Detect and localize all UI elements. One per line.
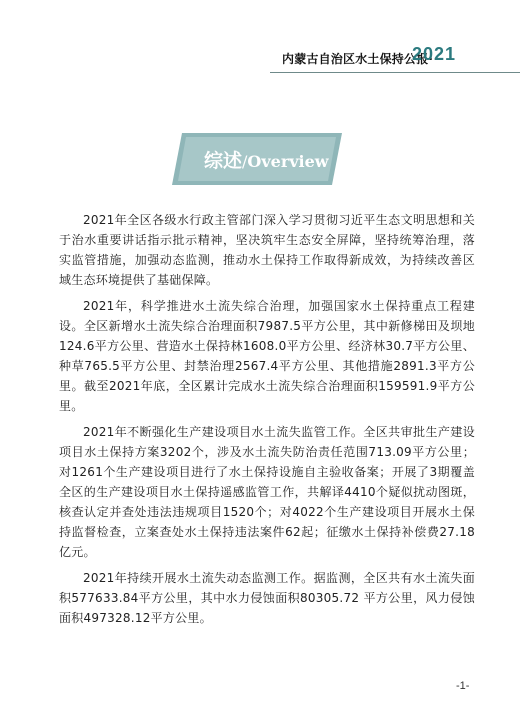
report-header-year: 2021	[412, 44, 457, 64]
page-number: -1-	[456, 680, 470, 692]
section-heading	[204, 146, 329, 173]
section-title-separator: /	[242, 152, 248, 171]
header-divider	[270, 72, 520, 73]
section-title-en: Overview	[247, 152, 329, 171]
section-title-cn: 综述	[204, 150, 243, 172]
overview-paragraph-2: 2021年，科学推进水土流失综合治理，加强国家水土保持重点工程建设。全区新增水土流失综合治理面积7987.5平方公里，其中新修梯田及坝地124.6平方公里、营造水土保持林1608.0平方公里、经济林30.7平方公里、种草765.5平方公里、封禁治理2567.4平方公里、其他措施2891.3平方公里。截至2021年底，全区累计完成水土流失综合治理面积159591.9平方公里。	[59, 299, 475, 413]
overview-body	[59, 210, 475, 634]
overview-paragraph-4: 2021年持续开展水土流失动态监测工作。据监测，全区共有水土流失面积577633.84平方公里，其中水力侵蚀面积80305.72 平方公里，风力侵蚀面积497328.12平方公里。	[59, 571, 475, 625]
overview-paragraph-1: 2021年全区各级水行政主管部门深入学习贯彻习近平生态文明思想和关于治水重要讲话指示批示精神，坚决筑牢生态安全屏障，坚持统筹治理，落实监管措施，加强动态监测，推动水土保持工作取得新成效，为持续改善区域生态环境提供了基础保障。	[59, 213, 475, 287]
report-header-title: 内蒙古自治区水土保持公报·	[282, 52, 434, 66]
overview-paragraph-3: 2021年不断强化生产建设项目水土流失监管工作。全区共审批生产建设项目水土保持方案3202个，涉及水土流失防治责任范围713.09平方公里；对1261个生产建设项目进行了水土保持设施自主验收备案；开展了3期覆盖全区的生产建设项目水土保持遥感监管工作，共解译4410个疑似扰动图斑，核查认定并查处违法违规项目1520个；对4022个生产建设项目开展水土保持监督检查，立案查处水土保持违法案件62起；征缴水土保持补偿费27.18亿元。	[59, 425, 475, 559]
